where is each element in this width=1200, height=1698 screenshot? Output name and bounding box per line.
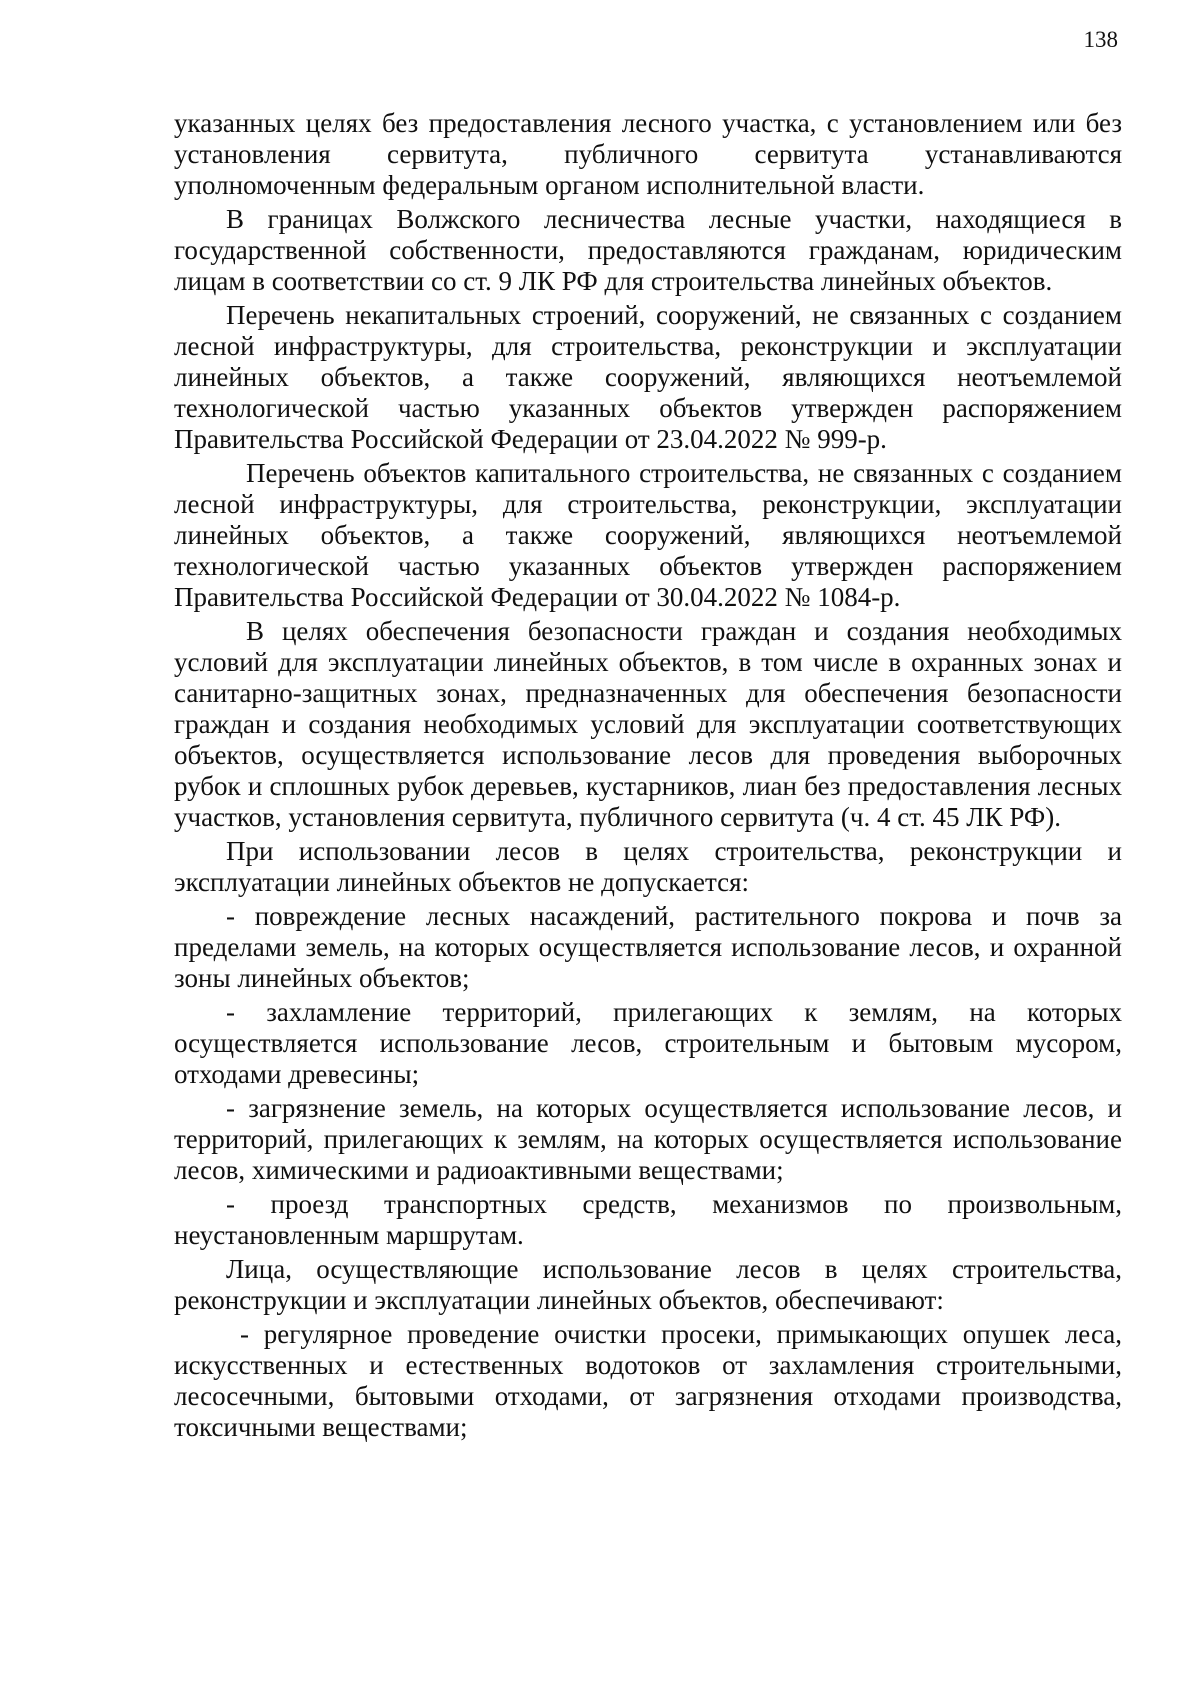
list-item-clearing: - регулярное проведение очистки просеки, примыкающих опушек леса, искусственных и естественных водотоков от захламления строительными, лесосечными, бытовыми отходами, от загрязнения отходами производства, токсичными веществами; [174,1319,1122,1442]
document-body [174,108,1122,1446]
list-item-vehicle-passage: - проезд транспортных средств, механизмов по произвольным, неустановленным маршрутам. [174,1189,1122,1250]
paragraph-obligations-intro: Лица, осуществляющие использование лесов в целях строительства, реконструкции и эксплуатации линейных объектов, обеспечивают: [174,1254,1122,1315]
paragraph-prohibitions-intro: При использовании лесов в целях строительства, реконструкции и эксплуатации линейных объектов не допускается: [174,836,1122,897]
paragraph-safety-purposes: В целях обеспечения безопасности граждан и создания необходимых условий для эксплуатации линейных объектов, в том числе в охранных зонах и санитарно-защитных зонах, предназначенных для обеспечения безопасности граждан и создания необходимых условий для эксплуатации соответствующих объектов, осуществляется использование лесов для проведения выборочных рубок и сплошных рубок деревьев, кустарников, лиан без предоставления лесных участков, установления сервитута, публичного сервитута (ч. 4 ст. 45 ЛК РФ). [174,616,1122,832]
list-item-pollution: - загрязнение земель, на которых осуществляется использование лесов, и территорий, прилегающих к землям, на которых осуществляется использование лесов, химическими и радиоактивными веществами; [174,1093,1122,1185]
page-number: 138 [1083,27,1118,52]
paragraph-capital-list: Перечень объектов капитального строительства, не связанных с созданием лесной инфраструктуры, для строительства, реконструкции, эксплуатации линейных объектов, а также сооружений, являющихся неотъемлемой технологической частью указанных объектов утвержден распоряжением Правительства Российской Федерации от 30.04.2022 № 1084-р. [174,458,1122,612]
paragraph-continuation: указанных целях без предоставления лесного участка, с установлением или без установления сервитута, публичного сервитута устанавливаются уполномоченным федеральным органом исполнительной власти. [174,108,1122,200]
list-item-littering: - захламление территорий, прилегающих к землям, на которых осуществляется использование лесов, строительным и бытовым мусором, отходами древесины; [174,997,1122,1089]
paragraph-noncapital-list: Перечень некапитальных строений, сооружений, не связанных с созданием лесной инфраструктуры, для строительства, реконструкции и эксплуатации линейных объектов, а также сооружений, являющихся неотъемлемой технологической частью указанных объектов утвержден распоряжением Правительства Российской Федерации от 23.04.2022 № 999-р. [174,300,1122,454]
list-item-damage: - повреждение лесных насаждений, растительного покрова и почв за пределами земель, на которых осуществляется использование лесов, и охранной зоны линейных объектов; [174,901,1122,993]
paragraph-volzhsky-forestry: В границах Волжского лесничества лесные участки, находящиеся в государственной собственности, предоставляются гражданам, юридическим лицам в соответствии со ст. 9 ЛК РФ для строительства линейных объектов. [174,204,1122,296]
